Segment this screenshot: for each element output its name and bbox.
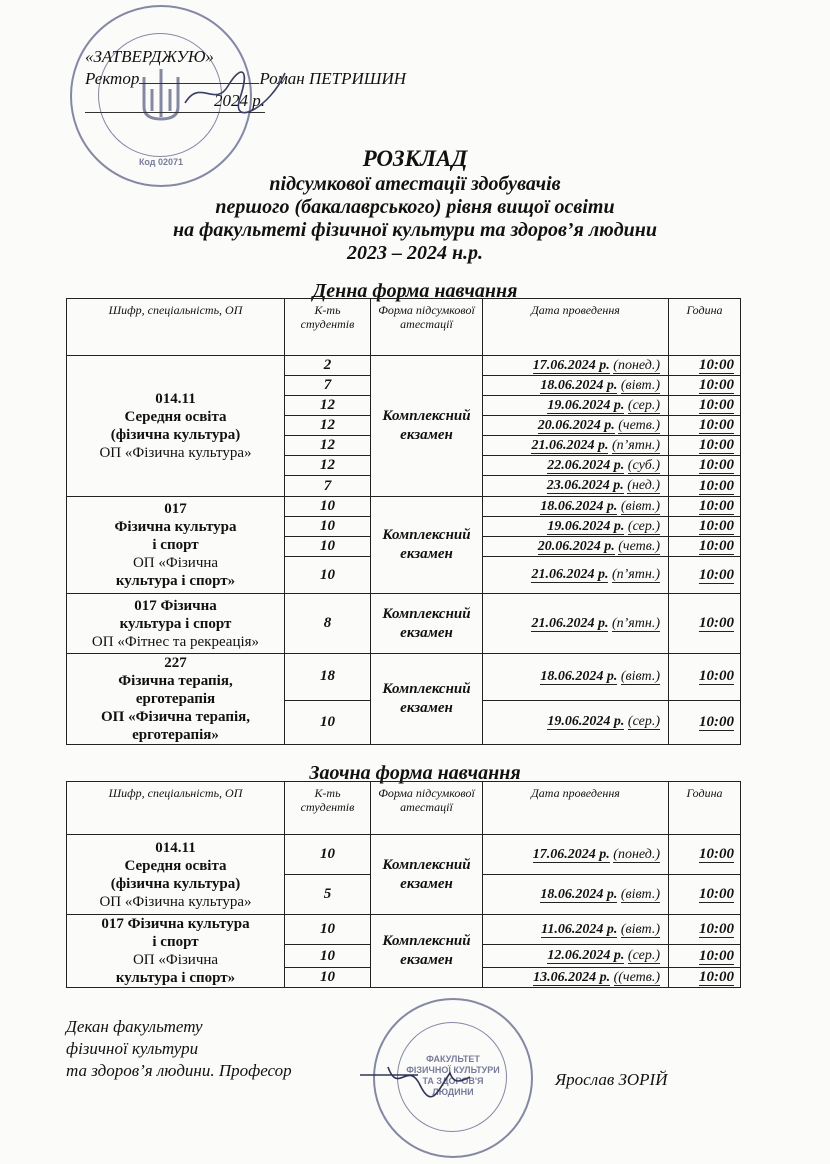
seal-line-1: ФАКУЛЬТЕТ (426, 1054, 480, 1064)
exam-weekday: (понед.) (613, 846, 660, 862)
exam-date: 18.06.2024 р. (540, 668, 618, 684)
col-header-count: К-ть студентів (285, 782, 371, 835)
exam-date: 21.06.2024 р. (531, 437, 609, 453)
specialty-line: ОП «Фізична терапія, (100, 709, 250, 725)
exam-time (669, 594, 741, 654)
student-count: 7 (285, 376, 371, 396)
exam-time (669, 376, 741, 396)
exam-time-value: 10:00 (699, 377, 734, 393)
exam-date: 13.06.2024 р. (533, 969, 611, 985)
col-header-date: Дата проведення (483, 782, 669, 835)
exam-date: 23.06.2024 р. (546, 478, 624, 493)
exam-time (669, 945, 741, 968)
exam-time-value: 10:00 (699, 498, 734, 514)
exam-weekday: (нед.) (627, 478, 660, 493)
col-header-date: Дата проведення (483, 299, 669, 356)
specialty-line: Середня освіта (124, 409, 227, 425)
specialty-line: 014.11 (155, 839, 196, 856)
student-count: 10 (285, 537, 371, 557)
specialty-line: ОП «Фізична культура» (99, 445, 252, 461)
specialty-line: ОП «Фізична культура» (99, 893, 252, 910)
exam-date: 19.06.2024 р. (547, 397, 625, 413)
specialty-line: ерготерапія (135, 691, 216, 707)
exam-time-value: 10:00 (699, 921, 734, 937)
student-count: 12 (285, 436, 371, 456)
student-count: 8 (285, 594, 371, 654)
specialty-line: (фізична культура) (110, 875, 241, 892)
student-count: 2 (285, 356, 371, 376)
specialty-line: 017 Фізична (134, 597, 217, 614)
seal-code: Код 02071 (138, 157, 184, 167)
exam-time-value: 10:00 (699, 357, 734, 373)
exam-date: 19.06.2024 р. (547, 518, 625, 534)
exam-time-value: 10:00 (699, 668, 734, 685)
title-schedule: РОЗКЛАД (362, 146, 468, 171)
dean-title (66, 1016, 292, 1082)
exam-time-value: 10:00 (699, 713, 734, 730)
specialty-line: і спорт (152, 934, 199, 950)
specialty-line: Фізична культура (114, 519, 237, 535)
exam-weekday: (п’ятн.) (611, 567, 660, 582)
exam-time (669, 875, 741, 915)
rector-label: Ректор (85, 69, 140, 88)
exam-time-value: 10:00 (699, 566, 734, 583)
exam-time-value: 10:00 (699, 615, 734, 631)
exam-time-value: 10:00 (699, 947, 734, 964)
exam-time (669, 356, 741, 376)
specialty-cell (67, 594, 285, 654)
table-row (67, 356, 741, 376)
exam-date: 17.06.2024 р. (532, 357, 610, 373)
exam-date: 17.06.2024 р. (532, 846, 610, 862)
student-count: 18 (285, 654, 371, 701)
dean-line-2: фізичної культури (66, 1039, 199, 1058)
title-line-3: першого (бакалаврського) рівня вищої освіти (215, 196, 615, 218)
exam-date-cell (483, 968, 669, 988)
exam-time (669, 700, 741, 744)
exam-time-value: 10:00 (699, 457, 734, 473)
exam-time (669, 416, 741, 436)
exam-time (669, 968, 741, 988)
exam-date-cell (483, 476, 669, 497)
dean-signature (358, 1055, 478, 1100)
col-header-count: К-ть студентів (285, 299, 371, 356)
rector-signature (180, 58, 290, 118)
specialty-line: Фізична терапія, (118, 673, 233, 689)
exam-time-value: 10:00 (699, 417, 734, 433)
dean-line-1: Декан факультету (66, 1017, 203, 1036)
student-count: 10 (285, 915, 371, 945)
exam-date-cell (483, 654, 669, 701)
exam-time (669, 436, 741, 456)
specialty-cell (67, 654, 285, 745)
attestation-form: Комплексний екзамен (371, 915, 483, 988)
dean-name: Ярослав ЗОРІЙ (555, 1070, 668, 1089)
specialty-line: 017 (164, 501, 187, 517)
exam-date-cell (483, 700, 669, 744)
exam-date: 11.06.2024 р. (541, 921, 618, 937)
exam-time (669, 517, 741, 537)
exam-date-cell (483, 594, 669, 654)
exam-time (669, 396, 741, 416)
exam-date: 19.06.2024 р. (547, 714, 625, 730)
specialty-line: 014.11 (155, 391, 196, 407)
exam-weekday: (сер.) (627, 397, 660, 413)
exam-date-cell (483, 497, 669, 517)
exam-date-cell (483, 376, 669, 396)
attestation-form: Комплексний екзамен (371, 835, 483, 915)
exam-time-value: 10:00 (699, 437, 734, 453)
table-row (67, 654, 741, 701)
specialty-line: ОП «Фізична (132, 555, 219, 571)
table-row (67, 835, 741, 875)
exam-time (669, 915, 741, 945)
exam-weekday: (вівт.) (620, 921, 660, 937)
student-count: 10 (285, 700, 371, 744)
exam-time (669, 654, 741, 701)
exam-time (669, 557, 741, 594)
exam-date-cell (483, 875, 669, 915)
exam-weekday: (п’ятн.) (611, 615, 660, 631)
exam-weekday: (вівт.) (620, 668, 660, 684)
exam-date-cell (483, 915, 669, 945)
specialty-line: культура і спорт» (115, 970, 236, 986)
exam-date: 20.06.2024 р. (537, 417, 615, 433)
exam-weekday: (четв.) (618, 538, 660, 554)
table-row (67, 594, 741, 654)
exam-date-cell (483, 945, 669, 968)
exam-time (669, 835, 741, 875)
exam-weekday: (понед.) (613, 357, 660, 373)
student-count: 12 (285, 416, 371, 436)
exam-date-cell (483, 396, 669, 416)
exam-time-value: 10:00 (699, 518, 734, 534)
student-count: 10 (285, 835, 371, 875)
exam-weekday: (сер.) (627, 714, 660, 730)
student-count: 5 (285, 875, 371, 915)
exam-weekday: (вівт.) (620, 886, 660, 902)
col-header-spec: Шифр, спеціальність, ОП (67, 782, 285, 835)
title-line-2: підсумкової атестації здобувачів (269, 173, 561, 195)
table-row (67, 497, 741, 517)
col-header-time: Година (669, 299, 741, 356)
student-count: 12 (285, 396, 371, 416)
exam-date: 21.06.2024 р. (531, 615, 609, 631)
attestation-form: Комплексний екзамен (371, 594, 483, 654)
table-row (67, 915, 741, 945)
exam-date: 20.06.2024 р. (537, 538, 615, 554)
seal-line-3: ТА ЗДОРОВ'Я (422, 1076, 484, 1086)
student-count: 10 (285, 945, 371, 968)
student-count: 12 (285, 456, 371, 476)
exam-date-cell (483, 356, 669, 376)
exam-time (669, 497, 741, 517)
exam-date: 12.06.2024 р. (547, 948, 625, 963)
col-header-time: Година (669, 782, 741, 835)
exam-weekday: (п’ятн.) (611, 437, 660, 453)
exam-time-value: 10:00 (699, 846, 734, 862)
exam-weekday: (суб.) (627, 457, 660, 473)
student-count: 10 (285, 497, 371, 517)
specialty-cell (67, 356, 285, 497)
exam-weekday: (четв.) (618, 417, 660, 433)
attestation-form: Комплексний екзамен (371, 654, 483, 745)
exam-date: 21.06.2024 р. (531, 567, 609, 582)
exam-time (669, 476, 741, 497)
exam-time-value: 10:00 (699, 477, 734, 494)
exam-time-value: 10:00 (699, 969, 734, 985)
title-line-4: на факультеті фізичної культури та здоров’я людини (172, 219, 657, 241)
exam-date: 18.06.2024 р. (540, 377, 618, 393)
extramural-form-heading: Заочна форма навчання (309, 762, 521, 784)
exam-date-cell (483, 557, 669, 594)
exam-time-value: 10:00 (699, 397, 734, 413)
exam-date-cell (483, 416, 669, 436)
exam-time (669, 456, 741, 476)
student-count: 7 (285, 476, 371, 497)
exam-weekday: (сер.) (627, 518, 660, 534)
attestation-form: Комплексний екзамен (371, 497, 483, 594)
specialty-line: ОП «Фітнес та рекреація» (91, 633, 260, 650)
exam-date: 18.06.2024 р. (540, 886, 618, 902)
seal-line-2: ФІЗИЧНОЇ КУЛЬТУРИ (406, 1065, 500, 1075)
approval-title: «ЗАТВЕРДЖУЮ» (85, 47, 214, 66)
exam-date-cell (483, 456, 669, 476)
exam-weekday: ((четв.) (613, 969, 660, 985)
specialty-line: культура і спорт (119, 615, 232, 632)
exam-weekday: (вівт.) (620, 498, 660, 514)
exam-date: 22.06.2024 р. (547, 457, 625, 473)
student-count: 10 (285, 968, 371, 988)
day-form-heading: Денна форма навчання (312, 280, 518, 302)
specialty-line: Середня освіта (124, 857, 227, 874)
day-schedule-table (66, 298, 741, 745)
seal-line-4: ЛЮДИНИ (432, 1087, 474, 1097)
exam-date-cell (483, 537, 669, 557)
exam-time-value: 10:00 (699, 538, 734, 554)
exam-date-cell (483, 436, 669, 456)
specialty-line: культура і спорт» (115, 573, 236, 589)
specialty-cell (67, 497, 285, 594)
exam-date-cell (483, 517, 669, 537)
title-academic-year: 2023 – 2024 н.р. (346, 242, 484, 264)
col-header-form: Форма підсумкової атестації (371, 782, 483, 835)
specialty-line: і спорт (152, 537, 199, 553)
student-count: 10 (285, 557, 371, 594)
specialty-line: ерготерапія» (132, 727, 219, 743)
rector-name: Роман ПЕТРИШИН (259, 69, 407, 88)
specialty-line: ОП «Фізична (132, 952, 219, 968)
attestation-form: Комплексний екзамен (371, 356, 483, 497)
student-count: 10 (285, 517, 371, 537)
specialty-line: (фізична культура) (110, 427, 241, 443)
approval-year: 2024 р. (85, 90, 265, 113)
dean-line-3: та здоров’я людини. Професор (66, 1061, 292, 1080)
specialty-line: 017 Фізична культура (101, 916, 250, 932)
exam-date-cell (483, 835, 669, 875)
extramural-schedule-table (66, 781, 741, 988)
exam-date: 18.06.2024 р. (540, 498, 618, 514)
exam-time (669, 537, 741, 557)
specialty-cell (67, 915, 285, 988)
specialty-line: 227 (164, 655, 187, 671)
exam-time-value: 10:00 (699, 886, 734, 902)
specialty-cell (67, 835, 285, 915)
exam-weekday: (вівт.) (620, 377, 660, 393)
document-title (0, 145, 830, 265)
col-header-spec: Шифр, спеціальність, ОП (67, 299, 285, 356)
exam-weekday: (сер.) (627, 948, 660, 963)
col-header-form: Форма підсумкової атестації (371, 299, 483, 356)
